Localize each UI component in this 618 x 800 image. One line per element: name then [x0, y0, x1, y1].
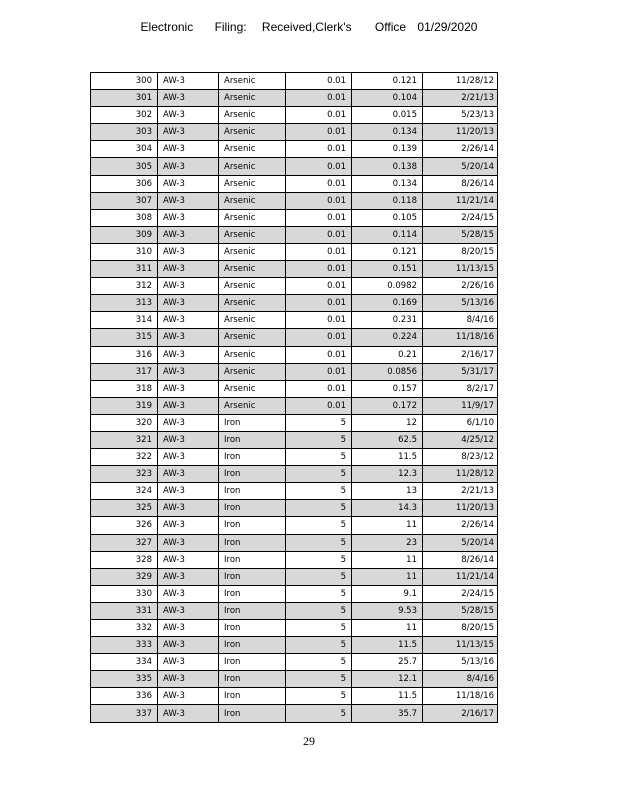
result-cell: 0.134 [352, 124, 423, 141]
row-number-cell: 308 [91, 209, 158, 226]
row-number-cell: 322 [91, 449, 158, 466]
result-cell: 11 [352, 620, 423, 637]
well-id-cell: AW-3 [158, 158, 219, 175]
row-number-cell: 312 [91, 278, 158, 295]
well-id-cell: AW-3 [158, 312, 219, 329]
table-row [91, 414, 498, 431]
row-number-cell: 313 [91, 295, 158, 312]
constituent-cell: Iron [219, 551, 286, 568]
constituent-cell: Iron [219, 414, 286, 431]
constituent-cell: Iron [219, 688, 286, 705]
standard-cell: 5 [286, 688, 352, 705]
row-number-cell: 326 [91, 517, 158, 534]
table-row [91, 466, 498, 483]
standard-cell: 5 [286, 517, 352, 534]
result-cell: 14.3 [352, 500, 423, 517]
well-id-cell: AW-3 [158, 637, 219, 654]
constituent-cell: Arsenic [219, 261, 286, 278]
standard-cell: 0.01 [286, 124, 352, 141]
row-number-cell: 307 [91, 192, 158, 209]
table-row [91, 175, 498, 192]
constituent-cell: Arsenic [219, 107, 286, 124]
result-cell: 35.7 [352, 705, 423, 722]
result-cell: 0.134 [352, 175, 423, 192]
table-row [91, 90, 498, 107]
date-cell: 2/24/15 [423, 209, 498, 226]
standard-cell: 5 [286, 568, 352, 585]
sampling-results-table [90, 72, 498, 723]
row-number-cell: 335 [91, 671, 158, 688]
constituent-cell: Arsenic [219, 380, 286, 397]
well-id-cell: AW-3 [158, 602, 219, 619]
standard-cell: 5 [286, 671, 352, 688]
standard-cell: 5 [286, 431, 352, 448]
table-row [91, 620, 498, 637]
date-cell: 8/23/12 [423, 449, 498, 466]
row-number-cell: 334 [91, 654, 158, 671]
header-electronic: Electronic [140, 20, 194, 34]
date-cell: 11/28/12 [423, 466, 498, 483]
result-cell: 0.015 [352, 107, 423, 124]
well-id-cell: AW-3 [158, 500, 219, 517]
table-row [91, 243, 498, 260]
table-row [91, 278, 498, 295]
row-number-cell: 300 [91, 73, 158, 90]
table-row [91, 295, 498, 312]
date-cell: 2/21/13 [423, 483, 498, 500]
well-id-cell: AW-3 [158, 209, 219, 226]
date-cell: 8/20/15 [423, 620, 498, 637]
row-number-cell: 315 [91, 329, 158, 346]
table-row [91, 585, 498, 602]
standard-cell: 5 [286, 585, 352, 602]
row-number-cell: 314 [91, 312, 158, 329]
well-id-cell: AW-3 [158, 141, 219, 158]
constituent-cell: Iron [219, 500, 286, 517]
result-cell: 0.151 [352, 261, 423, 278]
table-row [91, 637, 498, 654]
table-row [91, 141, 498, 158]
date-cell: 11/13/15 [423, 261, 498, 278]
table-row [91, 329, 498, 346]
standard-cell: 5 [286, 620, 352, 637]
row-number-cell: 328 [91, 551, 158, 568]
table-row [91, 551, 498, 568]
table-row [91, 380, 498, 397]
standard-cell: 5 [286, 637, 352, 654]
result-cell: 9.1 [352, 585, 423, 602]
well-id-cell: AW-3 [158, 329, 219, 346]
date-cell: 2/26/14 [423, 141, 498, 158]
well-id-cell: AW-3 [158, 466, 219, 483]
row-number-cell: 336 [91, 688, 158, 705]
table-row [91, 431, 498, 448]
date-cell: 2/16/17 [423, 705, 498, 722]
standard-cell: 0.01 [286, 261, 352, 278]
constituent-cell: Iron [219, 568, 286, 585]
standard-cell: 0.01 [286, 175, 352, 192]
constituent-cell: Iron [219, 705, 286, 722]
standard-cell: 0.01 [286, 397, 352, 414]
standard-cell: 0.01 [286, 226, 352, 243]
standard-cell: 0.01 [286, 243, 352, 260]
date-cell: 11/20/13 [423, 124, 498, 141]
result-cell: 0.172 [352, 397, 423, 414]
well-id-cell: AW-3 [158, 380, 219, 397]
constituent-cell: Arsenic [219, 73, 286, 90]
standard-cell: 0.01 [286, 346, 352, 363]
date-cell: 5/31/17 [423, 363, 498, 380]
well-id-cell: AW-3 [158, 534, 219, 551]
standard-cell: 0.01 [286, 329, 352, 346]
well-id-cell: AW-3 [158, 295, 219, 312]
well-id-cell: AW-3 [158, 671, 219, 688]
date-cell: 8/4/16 [423, 671, 498, 688]
date-cell: 8/4/16 [423, 312, 498, 329]
result-cell: 0.121 [352, 243, 423, 260]
table-row [91, 73, 498, 90]
row-number-cell: 332 [91, 620, 158, 637]
constituent-cell: Arsenic [219, 329, 286, 346]
result-cell: 11.5 [352, 637, 423, 654]
table-row [91, 261, 498, 278]
row-number-cell: 301 [91, 90, 158, 107]
standard-cell: 5 [286, 466, 352, 483]
date-cell: 8/20/15 [423, 243, 498, 260]
constituent-cell: Arsenic [219, 278, 286, 295]
standard-cell: 5 [286, 500, 352, 517]
table-body [91, 73, 498, 723]
standard-cell: 0.01 [286, 380, 352, 397]
constituent-cell: Iron [219, 534, 286, 551]
well-id-cell: AW-3 [158, 261, 219, 278]
date-cell: 11/13/15 [423, 637, 498, 654]
row-number-cell: 318 [91, 380, 158, 397]
well-id-cell: AW-3 [158, 278, 219, 295]
result-cell: 12.3 [352, 466, 423, 483]
table-row [91, 363, 498, 380]
date-cell: 11/18/16 [423, 329, 498, 346]
well-id-cell: AW-3 [158, 483, 219, 500]
constituent-cell: Arsenic [219, 209, 286, 226]
date-cell: 11/20/13 [423, 500, 498, 517]
result-cell: 0.0982 [352, 278, 423, 295]
table-row [91, 500, 498, 517]
row-number-cell: 331 [91, 602, 158, 619]
table-row [91, 158, 498, 175]
standard-cell: 0.01 [286, 295, 352, 312]
constituent-cell: Iron [219, 517, 286, 534]
constituent-cell: Iron [219, 466, 286, 483]
date-cell: 5/28/15 [423, 602, 498, 619]
row-number-cell: 317 [91, 363, 158, 380]
well-id-cell: AW-3 [158, 226, 219, 243]
well-id-cell: AW-3 [158, 414, 219, 431]
date-cell: 2/26/14 [423, 517, 498, 534]
constituent-cell: Arsenic [219, 346, 286, 363]
date-cell: 2/24/15 [423, 585, 498, 602]
constituent-cell: Arsenic [219, 192, 286, 209]
constituent-cell: Arsenic [219, 90, 286, 107]
result-cell: 0.224 [352, 329, 423, 346]
result-cell: 0.114 [352, 226, 423, 243]
table-row [91, 654, 498, 671]
date-cell: 6/1/10 [423, 414, 498, 431]
row-number-cell: 324 [91, 483, 158, 500]
row-number-cell: 319 [91, 397, 158, 414]
constituent-cell: Iron [219, 671, 286, 688]
row-number-cell: 327 [91, 534, 158, 551]
row-number-cell: 302 [91, 107, 158, 124]
result-cell: 11.5 [352, 449, 423, 466]
well-id-cell: AW-3 [158, 568, 219, 585]
well-id-cell: AW-3 [158, 346, 219, 363]
row-number-cell: 329 [91, 568, 158, 585]
standard-cell: 5 [286, 414, 352, 431]
row-number-cell: 333 [91, 637, 158, 654]
result-cell: 23 [352, 534, 423, 551]
table-row [91, 483, 498, 500]
table-row [91, 517, 498, 534]
well-id-cell: AW-3 [158, 620, 219, 637]
result-cell: 0.138 [352, 158, 423, 175]
result-cell: 0.139 [352, 141, 423, 158]
well-id-cell: AW-3 [158, 688, 219, 705]
standard-cell: 5 [286, 449, 352, 466]
constituent-cell: Arsenic [219, 141, 286, 158]
row-number-cell: 316 [91, 346, 158, 363]
standard-cell: 5 [286, 602, 352, 619]
date-cell: 5/23/13 [423, 107, 498, 124]
well-id-cell: AW-3 [158, 243, 219, 260]
date-cell: 5/13/16 [423, 654, 498, 671]
date-cell: 5/20/14 [423, 158, 498, 175]
date-cell: 5/20/14 [423, 534, 498, 551]
row-number-cell: 305 [91, 158, 158, 175]
result-cell: 11 [352, 551, 423, 568]
row-number-cell: 303 [91, 124, 158, 141]
table-row [91, 568, 498, 585]
well-id-cell: AW-3 [158, 363, 219, 380]
table-row [91, 671, 498, 688]
table-row [91, 346, 498, 363]
constituent-cell: Arsenic [219, 397, 286, 414]
constituent-cell: Iron [219, 449, 286, 466]
standard-cell: 5 [286, 551, 352, 568]
result-cell: 0.0856 [352, 363, 423, 380]
standard-cell: 5 [286, 483, 352, 500]
well-id-cell: AW-3 [158, 449, 219, 466]
table-row [91, 312, 498, 329]
table-row [91, 705, 498, 722]
row-number-cell: 323 [91, 466, 158, 483]
result-cell: 11 [352, 568, 423, 585]
row-number-cell: 325 [91, 500, 158, 517]
row-number-cell: 311 [91, 261, 158, 278]
date-cell: 8/2/17 [423, 380, 498, 397]
constituent-cell: Iron [219, 585, 286, 602]
table-row [91, 209, 498, 226]
standard-cell: 5 [286, 654, 352, 671]
row-number-cell: 330 [91, 585, 158, 602]
constituent-cell: Arsenic [219, 363, 286, 380]
date-cell: 8/26/14 [423, 175, 498, 192]
result-cell: 0.21 [352, 346, 423, 363]
table-row [91, 534, 498, 551]
date-cell: 11/18/16 [423, 688, 498, 705]
date-cell: 5/28/15 [423, 226, 498, 243]
date-cell: 11/9/17 [423, 397, 498, 414]
constituent-cell: Arsenic [219, 243, 286, 260]
result-cell: 0.231 [352, 312, 423, 329]
row-number-cell: 321 [91, 431, 158, 448]
result-cell: 11 [352, 517, 423, 534]
standard-cell: 0.01 [286, 73, 352, 90]
standard-cell: 5 [286, 705, 352, 722]
standard-cell: 5 [286, 534, 352, 551]
constituent-cell: Iron [219, 602, 286, 619]
result-cell: 0.104 [352, 90, 423, 107]
header-received: Received,Clerk's [261, 20, 352, 34]
standard-cell: 0.01 [286, 158, 352, 175]
constituent-cell: Iron [219, 483, 286, 500]
standard-cell: 0.01 [286, 107, 352, 124]
standard-cell: 0.01 [286, 192, 352, 209]
row-number-cell: 337 [91, 705, 158, 722]
header-office: Office [374, 20, 407, 34]
date-cell: 2/21/13 [423, 90, 498, 107]
well-id-cell: AW-3 [158, 107, 219, 124]
table-row [91, 449, 498, 466]
result-cell: 12 [352, 414, 423, 431]
constituent-cell: Arsenic [219, 295, 286, 312]
well-id-cell: AW-3 [158, 654, 219, 671]
well-id-cell: AW-3 [158, 73, 219, 90]
row-number-cell: 320 [91, 414, 158, 431]
constituent-cell: Arsenic [219, 312, 286, 329]
page-number: 29 [303, 734, 315, 748]
standard-cell: 0.01 [286, 278, 352, 295]
header-date: 01/29/2020 [417, 20, 478, 34]
result-cell: 62.5 [352, 431, 423, 448]
filing-header [0, 20, 618, 34]
well-id-cell: AW-3 [158, 705, 219, 722]
result-cell: 9.53 [352, 602, 423, 619]
date-cell: 11/21/14 [423, 192, 498, 209]
well-id-cell: AW-3 [158, 90, 219, 107]
row-number-cell: 310 [91, 243, 158, 260]
constituent-cell: Arsenic [219, 124, 286, 141]
date-cell: 11/28/12 [423, 73, 498, 90]
table-row [91, 124, 498, 141]
table-row [91, 226, 498, 243]
constituent-cell: Arsenic [219, 175, 286, 192]
result-cell: 11.5 [352, 688, 423, 705]
date-cell: 8/26/14 [423, 551, 498, 568]
well-id-cell: AW-3 [158, 431, 219, 448]
row-number-cell: 306 [91, 175, 158, 192]
well-id-cell: AW-3 [158, 175, 219, 192]
well-id-cell: AW-3 [158, 551, 219, 568]
result-cell: 13 [352, 483, 423, 500]
constituent-cell: Iron [219, 637, 286, 654]
result-cell: 0.105 [352, 209, 423, 226]
constituent-cell: Iron [219, 620, 286, 637]
well-id-cell: AW-3 [158, 517, 219, 534]
header-filing: Filing: [214, 20, 247, 34]
standard-cell: 0.01 [286, 312, 352, 329]
constituent-cell: Arsenic [219, 226, 286, 243]
date-cell: 2/26/16 [423, 278, 498, 295]
date-cell: 2/16/17 [423, 346, 498, 363]
constituent-cell: Arsenic [219, 158, 286, 175]
result-cell: 12.1 [352, 671, 423, 688]
date-cell: 11/21/14 [423, 568, 498, 585]
result-cell: 0.169 [352, 295, 423, 312]
standard-cell: 0.01 [286, 363, 352, 380]
result-cell: 0.118 [352, 192, 423, 209]
well-id-cell: AW-3 [158, 124, 219, 141]
table-row [91, 602, 498, 619]
constituent-cell: Iron [219, 431, 286, 448]
standard-cell: 0.01 [286, 90, 352, 107]
constituent-cell: Iron [219, 654, 286, 671]
result-cell: 0.157 [352, 380, 423, 397]
standard-cell: 0.01 [286, 209, 352, 226]
table-row [91, 192, 498, 209]
result-cell: 0.121 [352, 73, 423, 90]
table-row [91, 397, 498, 414]
table-row [91, 107, 498, 124]
well-id-cell: AW-3 [158, 397, 219, 414]
row-number-cell: 309 [91, 226, 158, 243]
row-number-cell: 304 [91, 141, 158, 158]
date-cell: 4/25/12 [423, 431, 498, 448]
well-id-cell: AW-3 [158, 192, 219, 209]
standard-cell: 0.01 [286, 141, 352, 158]
date-cell: 5/13/16 [423, 295, 498, 312]
result-cell: 25.7 [352, 654, 423, 671]
table-row [91, 688, 498, 705]
well-id-cell: AW-3 [158, 585, 219, 602]
